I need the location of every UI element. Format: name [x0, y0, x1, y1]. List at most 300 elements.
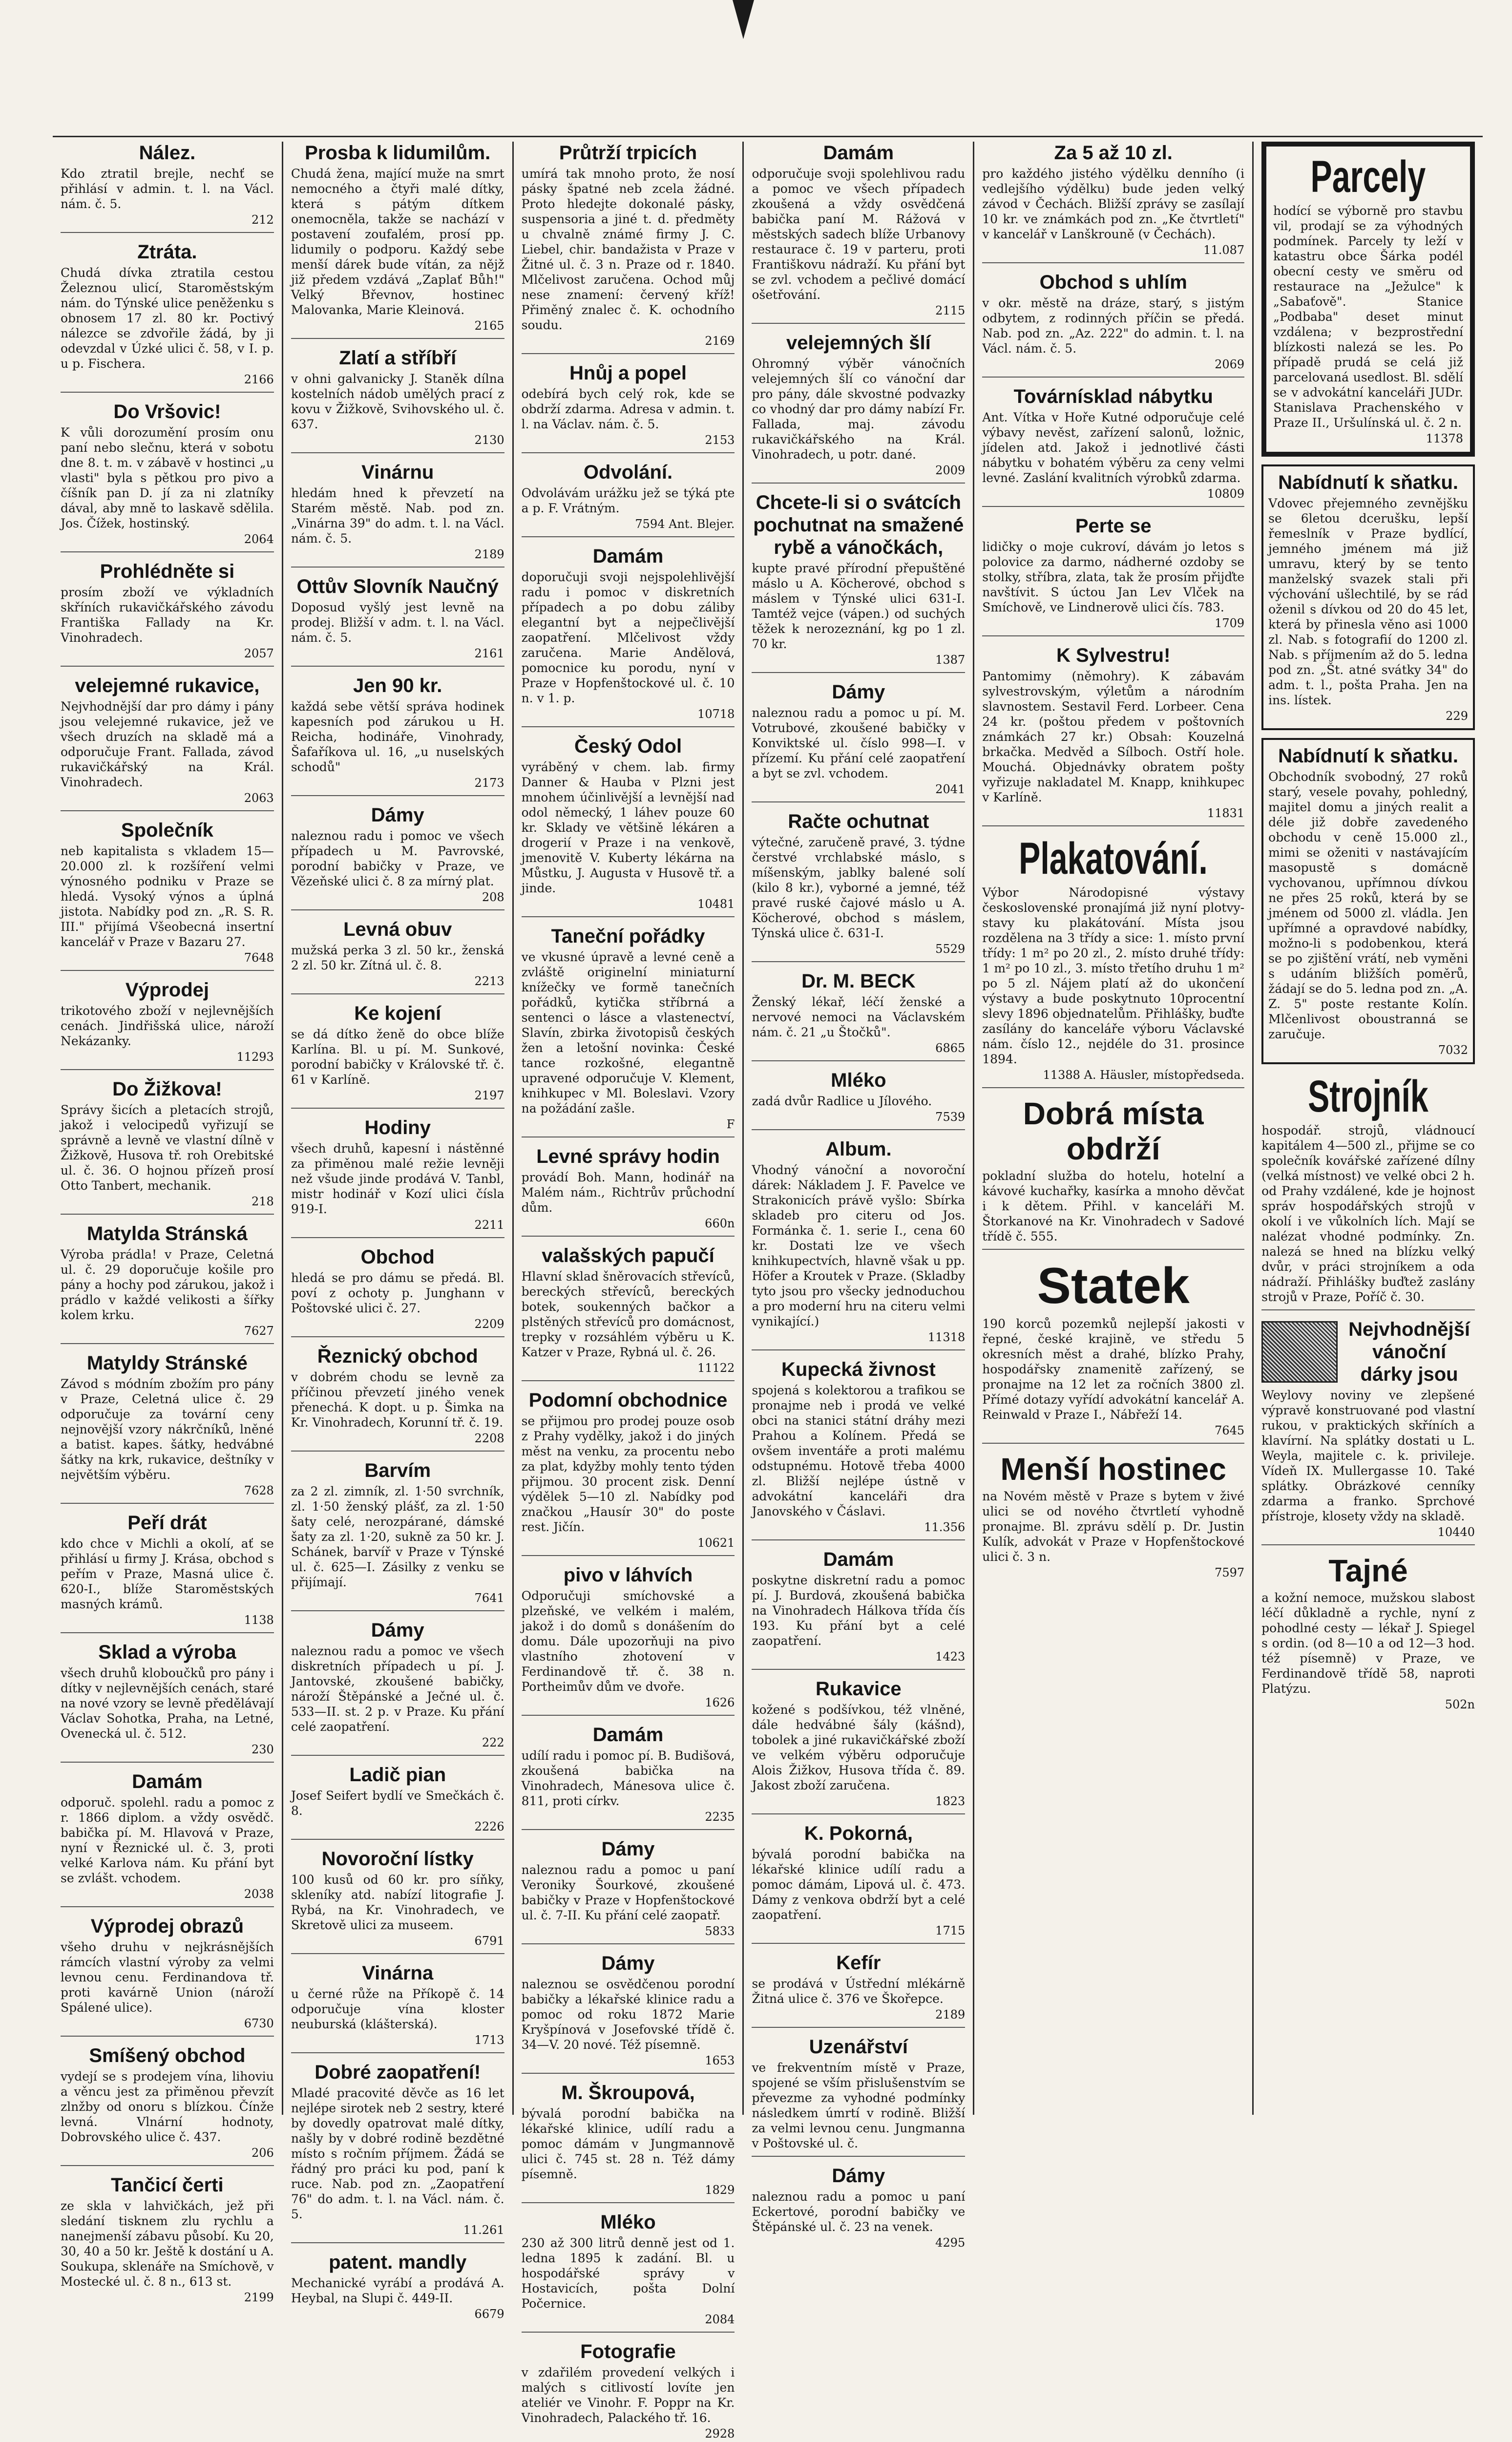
- classified-ad: [61, 400, 274, 552]
- ad-body: umírá tak mnoho proto, že nosí pásky špatné neb zcela žádné. Proto hledejte dokonalé pásky, suspensoria a jiné t. d. předměty u chvalně známé firmy J. C. Liebel, chir. bandažista v Praze v Žitné ul. č. 3 n. Praze od r. 1840. Mlčelivost zaručena. Ochod můj nese znamení: červený kříž! Přiměný znalec č. K. ochodního soudu.: [521, 167, 735, 332]
- ad-number: 2189: [935, 2008, 966, 2021]
- classified-ad: [522, 2082, 735, 2203]
- classified-ad: [752, 1548, 965, 1670]
- ad-body: naleznou radu a pomoc u pí. M. Votrubové, zkoušené babičky v Konviktské ul. číslo 998—I. v přízemí. Ku přání celé zaopatření a byt se zvl. vchodem.: [752, 706, 966, 780]
- ad-body: pokladní služba do hotelu, hotelní a kávové kuchařky, kasírka a mnoho děvčat i k dětem. Přihl. v kanceláři M. Štorkanové na Kr. Vinohradech v Sadové třídě č. 555.: [982, 1169, 1245, 1243]
- ad-headline: Obchod: [360, 1246, 435, 1268]
- column-6: [1254, 142, 1483, 2115]
- ad-headline: Mléko: [831, 1070, 886, 1091]
- classified-ad: [522, 142, 735, 354]
- classified-ad: [291, 1246, 504, 1337]
- classified-ad: [522, 2340, 735, 2442]
- classified-ad: [752, 332, 965, 484]
- page-top-marks: [0, 0, 1512, 59]
- ad-headline: Ke kojení: [354, 1003, 441, 1024]
- ad-headline: Taneční pořádky: [551, 926, 705, 947]
- ad-headline: Hodiny: [364, 1117, 431, 1138]
- ad-headline: Matylda Stránská: [86, 1223, 248, 1244]
- ad-number: 212: [252, 213, 274, 227]
- classified-ad: [291, 1345, 504, 1452]
- ad-body: provádí Boh. Mann, hodinář na Malém nám., Richtrův průchodní dům.: [521, 1170, 735, 1215]
- ad-body: se dá dítko ženě do obce blíže Karlína. Bl. u pí. M. Sunkové, porodní babičky v Královské tř. č. 61 v Karlíně.: [291, 1027, 504, 1087]
- ad-number: 1713: [474, 2033, 504, 2047]
- ad-headline: Dámy: [832, 681, 885, 703]
- ad-headline: Dr. M. BECK: [801, 970, 916, 992]
- ad-headline: Dámy: [832, 2165, 885, 2187]
- ad-body: Mechanické vyrábí a prodává A. Heybal, na Slupi č. 449-II.: [291, 2276, 504, 2305]
- classified-ad: [522, 362, 735, 453]
- ad-body: každá sebe větší správa hodinek kapesních pod zárukou u H. Reicha, hodináře, Vinohrady, Šafaříkova ul. 16, „u nuselských schodů": [291, 699, 504, 774]
- ad-headline: Vinárna: [362, 1962, 434, 1984]
- ad-body: bývalá porodní babička na lékařské klinice udílí radu a pomoc dámám, Lipová ul. č. 473. Dámy z venkova obdrží byt a celé zaopatření.: [752, 1847, 966, 1922]
- ad-number: 2041: [935, 782, 966, 796]
- ad-number: 6791: [474, 1934, 504, 1948]
- ad-body: Chudá dívka ztratila cestou Železnou ulicí, Staroměstským nám. do Týnské ulice peněženku s obnosem 17 zl. 80 kr. Poctivý nálezce se zdvořile žádá, by ji odevzdal v Úzké ulici č. 58, v I. p. u p. Fischera.: [61, 266, 274, 371]
- classified-ad: [982, 1096, 1244, 1250]
- classified-ad: [752, 1138, 965, 1350]
- classified-ad: [982, 1452, 1244, 1585]
- ad-number: 2161: [474, 647, 504, 660]
- ad-body: Kdo ztratil brejle, nechť se přihlásí v admin. t. l. na Václ. nám. č. 5.: [61, 167, 274, 211]
- ad-body: v okr. městě na dráze, starý, s jistým odbytem, z rodinných příčin se předá. Nab. pod zn. „Az. 222" do admin. t. l. na Václ. nám. č. 5.: [982, 296, 1245, 356]
- classified-ad: [61, 1512, 274, 1633]
- ad-number: 6865: [935, 1041, 966, 1055]
- classified-ad: [61, 674, 274, 811]
- column-1: [53, 142, 283, 2304]
- ad-number: 2928: [705, 2427, 735, 2441]
- ad-number: 11388 A. Häusler, místopředseda.: [1043, 1068, 1245, 1082]
- ad-headline: Plakatování.: [1019, 834, 1208, 884]
- ad-number: 5529: [935, 942, 966, 956]
- ad-body: výtečné, zaručeně pravé, 3. týdne čerstvé vrchlabské máslo, s míšenským, jablky balené solí (kilo 8 kr.), vyborné a jemné, též pravé ruské čajové máslo u A. Köcherové, obchod s máslem, Týnská ulice č. 631-I.: [752, 835, 966, 940]
- classified-ad: [752, 491, 965, 673]
- classified-ad: [291, 918, 504, 994]
- ad-headline: Do Vršovic!: [113, 401, 221, 422]
- ad-number: 6679: [474, 2307, 504, 2321]
- ad-headline: Nález.: [139, 142, 196, 164]
- ad-number: 7627: [244, 1324, 274, 1338]
- ad-headline: Peří drát: [127, 1512, 207, 1534]
- ad-body: Pantomimy (němohry). K zábavám sylvestrovským, výletům a národním slavnostem. Sestavil Ferd. Lorbeer. Cena 24 kr. (poštou předem v poštovních známkách 27 kr.) Obsah: Kouzelná brkačka. Medvěd a Sílboch. Ostří hole. Mouchá. Objednávky obratem pošty vyřizuje nakladatel M. Knapp, knihkupec v Karlíně.: [982, 669, 1245, 804]
- ad-number: 218: [252, 1195, 274, 1208]
- ad-number: 222: [482, 1736, 504, 1749]
- ad-number: 10481: [697, 897, 735, 911]
- top-rule: [53, 136, 1483, 137]
- ad-body: odporučuje svoji spolehlivou radu a pomoc ve všech případech zkoušená a vždy osvědčená babička paní M. Rážová v městských sadech blíže Urbanovy restaurace č. 19 v parteru, proti Františkovu nádraží. Ku přání byt se zvl. vchodem a pečlivé domácí ošetřování.: [752, 167, 966, 302]
- classified-ad: [982, 385, 1244, 507]
- ad-number: 2197: [474, 1089, 504, 1102]
- classified-ad: [752, 1952, 965, 2028]
- ad-headline: Obchod s uhlím: [1039, 272, 1187, 293]
- ad-number: 11378: [1426, 432, 1463, 445]
- classified-ad: [291, 2251, 504, 2326]
- ad-headline: Nejvhodnější vánoční dárky jsou: [1348, 1319, 1470, 1385]
- classified-ad: [291, 575, 504, 667]
- ad-number: 2213: [474, 974, 504, 988]
- classified-ad: [752, 1822, 965, 1944]
- ad-body: hodící se výborně pro stavbu vil, prodají se za výhodných podmínek. Parcely ty leží v katastru obce Šárka podél obecní cesty ve směru od restaurace na „Ježulce" k „Sabaťově". Stanice „Podbaba" deset minut vzdálena; v bezprostřední blízkosti nalezá se les. Po případě prudá se celá již parcelovaná usedlost. Bl. sdělí se v advokátní kanceláři JUDr. Stanislava Prachenského v Praze II., Uršulínská ul. č. 2 n.: [1273, 204, 1463, 430]
- ad-number: F: [726, 1117, 735, 1131]
- classified-ad: [522, 1952, 735, 2074]
- classified-ad: [291, 2061, 504, 2243]
- classified-ad: [61, 1078, 274, 1215]
- ad-headline: Zlatí a stříbří: [339, 347, 457, 369]
- ad-body: doporučuji svoji nejspolehlivější radu i pomoc v diskretních případech a po dobu záliby elegantní byt a nejpečlivější zaopatření. Mlčelivost vždy zaručena. Marie Andělová, pomocnice ku porodu, nyní v Praze v Hopfenštockové ul. č. 10 n. v 1. p.: [521, 570, 735, 705]
- ad-number: 7594 Ant. Blejer.: [635, 517, 735, 531]
- ad-body: Doposud vyšlý jest levně na prodej. Bližší v adm. t. l. na Václ. nám. č. 5.: [291, 600, 504, 645]
- ad-headline: Továrnísklad nábytku: [1013, 386, 1213, 407]
- ad-number: 2084: [705, 2313, 735, 2326]
- ad-headline: Vinárnu: [361, 462, 434, 483]
- classified-ad: [982, 271, 1244, 378]
- ad-headline: patent. mandly: [329, 2252, 467, 2273]
- ad-body: naleznou radu a pomoc u paní Eckertové, porodní babičky ve Štěpánské ul. č. 23 na venek.: [752, 2189, 966, 2234]
- ad-body: prosím zboží ve výkladních skříních rukavičkářského závodu Františka Fallady na Kr. Vinohradech.: [61, 585, 274, 645]
- ad-headline: Damám: [132, 1771, 203, 1792]
- ad-headline: Strojník: [1308, 1072, 1428, 1121]
- classified-ad: [752, 970, 965, 1061]
- classified-ad: [61, 979, 274, 1070]
- ad-number: 1138: [244, 1613, 274, 1627]
- ad-headline: Ztráta.: [137, 241, 197, 263]
- crop-mark: [733, 0, 754, 39]
- ad-body: naleznou radu a pomoc u paní Veroniky Šourkové, zkoušené babičky v Praze v Hopfenštockové ul. č. 7-II. Ku přání celé zaopatř.: [521, 1863, 735, 1922]
- classified-ad: [522, 2211, 735, 2333]
- classified-ad: [291, 142, 504, 339]
- ad-headline: Průtrží trpicích: [559, 142, 697, 164]
- classified-ad: [752, 1358, 965, 1540]
- classified-ad: [291, 1848, 504, 1954]
- ad-body: odebírá bych celý rok, kde se obdrží zdarma. Adresa v admin. t. l. na Václav. nám. č. 5.: [521, 387, 735, 431]
- ad-number: 206: [252, 2146, 274, 2160]
- classified-ad: [1261, 1553, 1475, 1717]
- classified-ad: [61, 1222, 274, 1344]
- ad-headline: Do Žižkova!: [112, 1078, 222, 1100]
- ad-headline: Tančicí čerti: [111, 2174, 224, 2196]
- ad-number: 2038: [244, 1887, 274, 1901]
- ad-number: 2009: [935, 463, 966, 477]
- classified-ad: [1261, 142, 1475, 457]
- ad-body: Odporučuji smíchovské a plzeňské, ve velkém i malém, jakož i do domů s donášením do domu. Dále upozorňuji na pivo vlastního zhotovení v Ferdinandově tř. č. 38 n. Portheimův dům ve dvoře.: [521, 1589, 735, 1694]
- classified-ad: [522, 925, 735, 1137]
- ad-number: 2169: [705, 334, 735, 348]
- ad-body: všech druhů kloboučků pro pány i dítky v nejlevnějších cenách, staré na nové vzory se levně předělávají Václav Sohotka, Praha, na Letné, Ovenecká ul. č. 512.: [61, 1666, 274, 1741]
- ad-headline: Rukavice: [816, 1678, 902, 1700]
- ad-headline: Kefír: [836, 1952, 881, 1974]
- ad-body: naleznou se osvědčenou porodní babičky a lékařské klinice radu a pomoc od roku 1872 Marie Kryšpínová v Josefovské třídě č. 34—V. 20 nové. Též písemně.: [521, 1977, 735, 2052]
- ad-number: 1387: [935, 653, 966, 667]
- ad-headline: Uzenářství: [809, 2036, 908, 2058]
- ad-headline: Damám: [823, 142, 894, 164]
- ad-body: na Novém městě v Praze s bytem v živé ulici se od nového čtvrtletí vyhodně pronajme. Bl. zprávu sdělí p. Dr. Justin Kulík, advokát v Praze v Hopfenštockové ulici č. 3 n.: [982, 1489, 1245, 1564]
- ad-number: 1626: [705, 1696, 735, 1709]
- ad-number: 4295: [935, 2236, 966, 2250]
- ad-number: 2226: [474, 1820, 504, 1833]
- ad-columns: [53, 142, 1483, 2441]
- ad-headline: Fotografie: [580, 2341, 676, 2362]
- ad-body: Mladé pracovité děvče as 16 let nejlépe sirotek neb 2 sestry, které by dovedly opatrovat malé dítky, našly by v dobré rodině bezdětné místo s ročním příjmem. Žádá se řádný pro práci ku pod, paní k ruce. Nab. pod zn. „Zaopatření 76" do adm. t. l. na Václ. nám. č. 5.: [291, 2086, 504, 2221]
- engraving-image: [1261, 1321, 1338, 1383]
- ad-number: 1709: [1215, 616, 1245, 630]
- ad-body: u černé růže na Příkopě č. 14 odporučuje vína kloster neuburská (klášterská).: [291, 1987, 504, 2031]
- ad-body: Chudá žena, mající muže na smrt nemocného a čtyři malé dítky, která s pátým dítkem onemocněla, takže se nachází v postavení zoufalém, prosí pp. lidumily o podporu. Každý sebe menší dárek bude vítán, za nějž již předem vzdává „Zaplať Bůh!" Velký Břevnov, hostinec Malovanka, Marie Kleinová.: [291, 167, 504, 317]
- classified-ad: [61, 1352, 274, 1504]
- ad-body: Závod s módním zbožím pro pány v Praze, Celetná ulice č. 29 odporučuje za tovární ceny nejnovější vzory nákrčníků, lněné a batist. kapes. šátky, hedvábné šátky na krk, rukavice, deštníky v největším výběru.: [61, 1377, 274, 1482]
- ad-body: Výbor Národopisné výstavy československé pronajímá již nyní plotvy-stavy ku plakátování. Místa jsou rozdělena na 3 třídy a sice: 1. místo první třídy: 1 m² po 20 zl., 2. místo druhé třídy: 1 m² po 10 zl., 3. místo třetího druhu 1 m² po 5 zl. Nájem platí až do ukončení výstavy a bude poskytnuto 10procentní slevy 1896 objednatelům. Přihlášky, buďte zasílány do kanceláře výboru Václavské nám. číslo 12., nejdéle do 31. prosince 1894.: [982, 885, 1245, 1066]
- ad-body: ve frekventním místě v Praze, spojené se vším přislušenstvím se převezme za vyhodné podmínky následkem úmrtí v rodině. Bližší za velmi levnou cenu. Jungmanna v Poštovské ul. č.: [752, 2061, 966, 2150]
- ad-headline: Levná obuv: [343, 919, 452, 940]
- ad-headline: Tajné: [1328, 1553, 1408, 1588]
- ad-headline: K Sylvestru!: [1056, 645, 1171, 666]
- ad-body: zadá dvůr Radlice u Jílového.: [752, 1094, 932, 1108]
- ad-headline: Album.: [825, 1138, 892, 1160]
- ad-headline: Kupecká živnost: [781, 1359, 936, 1380]
- ad-number: 7641: [474, 1591, 504, 1605]
- classified-ad: [752, 810, 965, 962]
- ad-body: naleznou radu a pomoc ve všech diskretních případech u pí. J. Jantovské, zkoušené babičky, nároží Štěpánské a Ječné ul. č. 533—II. st. 2 p. v Praze. Ku přání celé zaopatření.: [291, 1644, 504, 1734]
- ad-body: odporuč. spolehl. radu a pomoc z r. 1866 diplom. a vždy osvědč. babička pí. M. Hlavová v Praze, nyní v Řeznické ul. č. 3, proti velké Karlova nám. Ku přání byt se zvlášt. vchodem.: [61, 1795, 274, 1885]
- ad-body: neb kapitalista s vkladem 15—20.000 zl. k rozšíření velmi výnosného podniku v Praze se hledá. Vysoký výnos a úplná jistota. Nabídky pod zn. „R. S. R. III." přijímá Všeobecná insertní kancelář v Praze v Bazaru 27.: [61, 844, 274, 949]
- ad-number: 2115: [935, 304, 966, 317]
- ad-number: 2208: [474, 1432, 504, 1445]
- ad-number: 10440: [1437, 1525, 1475, 1539]
- column-4: [744, 142, 974, 2250]
- ad-number: 2069: [1215, 358, 1245, 371]
- ad-headline: K. Pokorná,: [804, 1823, 913, 1844]
- classified-ad: [522, 1389, 735, 1556]
- column-3: [514, 142, 744, 2441]
- ad-headline: Nabídnutí k sňatku.: [1278, 745, 1459, 767]
- ad-number: 11831: [1207, 806, 1245, 820]
- ad-body: hledá se pro dámu se předá. Bl. poví z ochoty p. Junghann v Poštovské ulici č. 27.: [291, 1271, 504, 1315]
- ad-body: naleznou radu i pomoc ve všech případech u M. Pavrovské, porodní babičky v Praze, ve Vězeňské ulici č. 8 za mírný plat.: [291, 829, 504, 888]
- ad-number: 1423: [935, 1650, 966, 1663]
- ad-headline: Dámy: [601, 1953, 655, 1974]
- ad-body: mužská perka 3 zl. 50 kr., ženská 2 zl. 50 kr. Zítná ul. č. 8.: [291, 943, 504, 972]
- classified-ad: [522, 1724, 735, 1830]
- ad-number: 230: [252, 1743, 274, 1756]
- ad-number: 1823: [935, 1794, 966, 1808]
- classified-ad: [61, 2044, 274, 2166]
- classified-ad: [61, 560, 274, 667]
- classified-ad: [982, 834, 1244, 1088]
- classified-ad: [291, 674, 504, 796]
- ad-number: 11293: [236, 1050, 274, 1064]
- ad-headline: velejemných šlí: [786, 332, 931, 354]
- ad-body: ve vkusné úpravě a levné ceně a zvláště originelní miniaturní knížečky ve formě tanečních pořádků, kytička stříbrná a sentenci o lásce a vlastenectví, Slavín, zbirka životopisů českých žen a letošní novinka: České tance rozkošné, elegantně upravené odporučuje V. Klement, knihkupec v Ml. Boleslavi. Vzory na požádání zašle.: [521, 950, 735, 1116]
- classified-ad: [752, 142, 965, 324]
- ad-body: 230 až 300 litrů denně jest od 1. ledna 1895 k zadání. Bl. u hospodářské správy v Hostavicích, pošta Dolní Počernice.: [521, 2236, 735, 2311]
- ad-body: kupte pravé přírodní přepuštěné máslo u A. Köcherové, obchod s máslem v Týnské ulici 631-I. Tamtéž vejce (vápen.) od suchých těžek k nerozeznání, kg po 1 zl. 70 kr.: [752, 561, 966, 651]
- ad-number: 2063: [244, 791, 274, 805]
- ad-number: 2166: [244, 373, 274, 386]
- classified-ad: [61, 1915, 274, 2037]
- ad-headline: Hnůj a popel: [569, 362, 687, 384]
- ad-body: trikotového zboží v nejlevnějších cenách. Jindřišská ulice, nároží Nekázanky.: [61, 1004, 274, 1048]
- ad-headline: Dámy: [371, 1620, 424, 1641]
- ad-headline: Dámy: [601, 1838, 655, 1860]
- ad-headline: Mléko: [600, 2211, 656, 2233]
- ad-body: udílí radu i pomoc pí. B. Budišová, zkoušená babička na Vinohradech, Mánesova ulice č. 811, proti církv.: [521, 1748, 735, 1808]
- ad-body: se prodává v Ústřední mlékárně Žitná ulice č. 376 ve Škořepce.: [752, 1977, 966, 2006]
- ad-headline: valašských papučí: [542, 1245, 714, 1266]
- ad-headline: Novoroční lístky: [321, 1848, 474, 1870]
- column-2: [283, 142, 514, 2321]
- classified-ad: [291, 1619, 504, 1756]
- classified-ad: [1261, 1072, 1475, 1310]
- ad-body: spojená s kolektorou a trafikou se pronajme neb i prodá ve velké obci na stanici státní dráhy mezi Prahou a Kolínem. Předá se ovšem inventáře a proti malému odstupnému. Hotově třeba 4000 zl. Bližší nejlépe ústně v advokátní kanceláři dra Janovského v Čáslavi.: [752, 1383, 966, 1518]
- ad-number: 11318: [927, 1330, 966, 1344]
- ad-number: 2064: [244, 532, 274, 546]
- ad-headline: Statek: [1037, 1258, 1190, 1314]
- ad-headline: velejemné rukavice,: [75, 675, 260, 696]
- ad-number: 1829: [705, 2183, 735, 2197]
- classified-ad: [291, 1459, 504, 1611]
- classified-ad: [752, 1069, 965, 1130]
- column-5: [974, 142, 1254, 2115]
- ad-headline: Damám: [592, 1724, 664, 1746]
- ad-headline: Dámy: [371, 804, 424, 826]
- ad-number: 2153: [705, 433, 735, 447]
- ad-headline: Prohlédněte si: [100, 561, 235, 582]
- ad-headline: Ottův Slovník Naučný: [296, 576, 499, 597]
- ad-number: 660n: [705, 1217, 735, 1230]
- ad-body: Obchodník svobodný, 27 roků starý, vesele povahy, pohledný, majitel domu a jiných realit a déle již dobře zavedeného obchodu v ceně 15.000 zl., mimi se oženiti v nastávajícím masopustě s domácně vychovanou, upřímnou dívkou ne přes 25 roků, která by se jménem od 5000 zl. vládla. Jen upřímné a opravdové nabídky, možno-li s podobenkou, která se po zjištění vrátí, neb vyměni s udáním bližších poměrů, žádají se do 5. ledna pod zn. „A. Z. 5" poste restante Kolín. Mlčenlivost oboustranná se zaručuje.: [1268, 770, 1468, 1041]
- ad-headline: Odvolání.: [583, 462, 673, 483]
- ad-headline: Český Odol: [574, 736, 682, 757]
- ad-body: se přijmou pro prodej pouze osob z Prahy vydělky, jakož i do jiných měst na venku, za procentu nebo za plat, kdyžby mohly tento týden přijmou. 30 procent zisk. Denní výdělek 5—10 zl. Nabídky pod značkou „Hausír 30" do poste rest. Jičín.: [521, 1414, 735, 1534]
- ad-body: lidičky o moje cukroví, dávám jo letos s polovice za darmo, nádherné ozdoby se stolky, stříbra, zlata, tak že prosím přijďte navštívit. S úctou Jan Lev Vlček na Smíchově, ve Lindnerově ulici čís. 783.: [982, 540, 1245, 614]
- ad-headline: Barvím: [364, 1460, 431, 1481]
- ad-number: 10718: [697, 707, 735, 721]
- ad-body: hledám hned k převzetí na Starém městě. Nab. pod zn. „Vinárna 39" do adm. t. l. na Václ. nám. č. 5.: [291, 486, 504, 546]
- classified-ad: [1261, 1318, 1475, 1545]
- classified-ad: [291, 1002, 504, 1109]
- classified-ad: [752, 681, 965, 802]
- ad-body: pro každého jistého výdělku denního (i vedlejšího výdělku) bude jeden velký závod v Čechách. Bližší zprávy se zasílají 10 kr. ve známkách pod zn. „Ke čtvrtletí" v kancelář v Lanškrouně (v Čechách).: [982, 167, 1245, 241]
- ad-headline: Nabídnutí k sňatku.: [1278, 472, 1459, 493]
- ad-number: 229: [1446, 709, 1468, 723]
- ad-body: Ant. Vítka v Hoře Kutné odporučuje celé výbavy nevěst, zařízení salonů, ložnic, jídelen atd. Jakož i jednotlivé části nábytku v bohatém výběru za ceny velmi levné. Zaslání kvalitních výrobků zdarma.: [982, 410, 1245, 485]
- classified-ad: [61, 1641, 274, 1763]
- ad-number: 2165: [474, 319, 504, 333]
- classified-ad: [291, 1962, 504, 2053]
- ad-body: Ženský lékař, léčí ženské a nervové nemoci na Václavském nám. č. 21 „u Štočků".: [752, 995, 966, 1039]
- classified-ad: [291, 1116, 504, 1238]
- ad-headline: Levné správy hodin: [536, 1146, 720, 1167]
- ad-headline: Račte ochutnat: [788, 811, 929, 832]
- ad-body: v zdařilém provedení velkých i malých s citlivostí lovíte jen ateliér ve Vinohr. F. Poppr na Kr. Vinohradech, Palackého tř. 16.: [521, 2365, 735, 2425]
- classified-ad: [752, 2165, 965, 2255]
- classified-ad: [522, 1564, 735, 1716]
- ad-number: 2173: [474, 776, 504, 790]
- ad-body: Nejvhodnější dar pro dámy i pány jsou velejemné rukavice, jež ve všech druzích na skladě má a odporučuje Frant. Fallada, závod rukavičkářský na Král. Vinohradech.: [61, 699, 274, 789]
- classified-ad: [522, 735, 735, 917]
- classified-ad: [61, 142, 274, 233]
- ad-body: v dobrém chodu se levně za příčinou převzetí jiného venek přenechá. K dopt. u p. Šimka na Kr. Vinohradech, Korunní tř. č. 19.: [291, 1370, 504, 1430]
- ad-number: 7032: [1438, 1043, 1468, 1057]
- ad-body: K vůli dorozumění prosím onu paní nebo slečnu, která v sobotu dne 8. t. m. v zábavě v hostinci „u vlasti" byla s pětkou pro pivo a číšník pan D. jí za ni zlatníky dával, aby mně to laskavě sdělila. Jos. Čížek, hostinský.: [61, 425, 274, 530]
- ad-headline: Smíšený obchod: [89, 2045, 246, 2066]
- ad-headline: Parcely: [1310, 152, 1426, 202]
- ad-body: vyráběný v chem. lab. firmy Danner & Hauba v Plzni jest mnohem účinlivější a levnější nad odol německý, 1 láhev pouze 60 kr. Sklady ve většině lékáren a drogerií v Praze i na venkově, jmenovitě V. Kuberty lékárna na Můstku, J. Augusta v Husově tř. a jinde.: [521, 760, 735, 895]
- ad-body: hospodář. strojů, vládnoucí kapitálem 4—500 zl., přijme se co společník kovářské zařízené dílny (velká místnost) ve velké obci 2 h. od Prahy vzdálené, kde je hojnost správ hospodářských strojů v okolí i ve vůkolních lích. Mají se nalézat vhodné podmínky. Zn. nalezá se hned na blízku velký dvůr, v práci strojníkem a oda nádraží. Přihlášky buďtež zaslány strojů v Praze, Poříč č. 30.: [1261, 1123, 1475, 1304]
- ad-number: 2057: [244, 647, 274, 660]
- ad-number: 1715: [935, 1924, 966, 1937]
- ad-number: 10809: [1207, 487, 1245, 501]
- ad-headline: M. Škroupová,: [561, 2082, 695, 2104]
- ad-body: Ohromný výběr vánočních velejemných šlí co vánoční dar pro pány, dále skvostné podvazky co vhodný dar pro dámy nabízí Fr. Fallada, maj. závodu rukavičkářského na Král. Vinohradech, u potr. dané.: [752, 357, 966, 462]
- ad-number: 208: [482, 890, 504, 904]
- classified-ad: [982, 1258, 1244, 1444]
- classified-ad: [61, 241, 274, 393]
- ad-headline: Společník: [121, 820, 213, 841]
- ad-number: 11122: [697, 1361, 735, 1375]
- classified-ad: [291, 804, 504, 910]
- ad-number: 2130: [474, 433, 504, 447]
- ad-headline: Prosba k lidumilům.: [305, 142, 491, 164]
- classified-ad: [61, 2174, 274, 2310]
- classified-ad: [291, 347, 504, 453]
- classified-ad: [522, 1838, 735, 1944]
- ad-number: 1653: [705, 2054, 735, 2067]
- ad-number: 2235: [705, 1810, 735, 1824]
- classified-ad: [1261, 464, 1475, 730]
- classified-ad: [522, 461, 735, 537]
- ad-body: Hlavní sklad šněrovacích střevíců, bereckých střevíců, bereckých botek, soukenných bačkor a plstěných střevíců pro domácnost, trepky v rozsáhlém výběru u K. Katzer v Praze, Rybná ul. č. 26.: [521, 1269, 735, 1359]
- classified-ad: [291, 1764, 504, 1840]
- ad-body: Výroba prádla! v Praze, Celetná ul. č. 29 doporučuje košile pro pány a hochy pod zárukou, jakož i prádlo v každé velikosti a šířky kolem krku.: [61, 1247, 274, 1322]
- ad-number: 5833: [705, 1924, 735, 1938]
- ad-body: za 2 zl. zimník, zl. 1·50 svrchník, zl. 1·50 ženský plášť, za zl. 1·50 šaty celé, nerozpárané, dámské šaty za zl. 1·20, sukně za 50 kr. J. Schánek, barvíř v Praze v Týnské ul. č. 625—I. Zásilky z venku se přijímají.: [291, 1484, 504, 1589]
- ad-headline: Dobrá místa obdrží: [1023, 1096, 1204, 1166]
- ad-headline: Dobré zaopatření!: [315, 2062, 481, 2083]
- ad-number: 10621: [697, 1536, 735, 1550]
- ad-body: kožené s podšívkou, též vlněné, dále hedvábné šály (kášnd), tobolek a jiné rukavičkářské zboží ve velkém výběru odporučuje Alois Žižkov, Husova třída č. 89. Jakost zboží zaručena.: [752, 1703, 966, 1792]
- ad-headline: Jen 90 kr.: [353, 675, 442, 696]
- classified-ad: [61, 819, 274, 971]
- ad-number: 2189: [474, 547, 504, 561]
- ad-headline: Damám: [592, 546, 664, 567]
- ad-body: bývalá porodní babička na lékařské klinice, udílí radu a pomoc dámám v Jungmannově ulici č. 745 st. 28 n. Též dámy písemně.: [521, 2106, 735, 2181]
- classified-ad: [522, 1145, 735, 1237]
- classified-ad: [1261, 738, 1475, 1064]
- ad-headline: Menší hostinec: [1000, 1452, 1226, 1487]
- ad-body: všech druhů, kapesní i nástěnné za přiměnou malé režie levněji než všude jinde prodává V. Tanbl, mistr hodinář v Kozí ulici čísla 919-I.: [291, 1141, 504, 1216]
- classified-ad: [522, 1244, 735, 1381]
- ad-body: Vhodný vánoční a novoroční dárek: Nákladem J. F. Pavelce ve Strakonicích právě vyšlo: Sbírka skladeb pro citeru od Jos. Formánka č. 1. serie I., cena 60 kr. Dostati lze ve všech knihkupectvích, hlavně však u pp. Höfer a Kroutek v Praze. (Skladby tyto jsou pro všecky jednoduchou a pro moderní hru na citeru velmi vynikající.): [752, 1163, 966, 1328]
- ad-headline: Perte se: [1075, 515, 1152, 537]
- ad-body: vydejí se s prodejem vína, lihoviu a věncu jest za přiměnou převzít zlnžby od onoru s blízkou. Čínže levná. Vlnární hodnoty, Dobrovského ulice č. 437.: [61, 2069, 274, 2144]
- ad-body: Odvolávám urážku jež se týká pte a p. F. Vrátným.: [521, 486, 735, 515]
- ad-number: 7628: [244, 1484, 274, 1497]
- ad-number: 7645: [1215, 1424, 1245, 1437]
- ad-body: 100 kusů od 60 kr. pro síňky, skleníky atd. nabízí litografie J. Rybá, na Kr. Vinohradech, ve Skretově ulici za museem.: [291, 1873, 504, 1932]
- ad-headline: Chcete-li si o svátcích pochutnat na smažené rybě a vánočkách,: [753, 492, 964, 558]
- ad-body: 190 korců pozemků nejlepší jakosti v řepné, české krajině, ve středu 5 okresních měst a drahé, blízko Prahy, hospodářsky znamenitě zařízený, se pronajme na 12 let za ročních 3800 zl. Přímé dotazy vyřídí advokátní kancelář A. Reinwald v Praze I., Nábřeží 14.: [982, 1317, 1245, 1422]
- classified-ad: [982, 515, 1244, 636]
- ad-body: Josef Seifert bydlí ve Smečkách č. 8.: [291, 1789, 504, 1818]
- classified-ad: [752, 2036, 965, 2157]
- classified-ad: [61, 1770, 274, 1907]
- ad-headline: Za 5 až 10 zl.: [1054, 142, 1173, 164]
- ad-body: ze skla v lahvičkách, jež při sledání tisknem zlu rychlu a nanejmenší zábavu působí. Ku 20, 30, 40 a 50 kr. Ještě k dostání u A. Soukupa, sklenáře na Smíchově, v Mostecké ul. č. 8 n., 613 st.: [61, 2199, 274, 2289]
- ad-headline: Sklad a výroba: [98, 1642, 236, 1663]
- ad-body: Vdovec přejemného zevnějšku se 6letou dcerušku, lepší řemeslník v Praze bydlící, jemného jménem má již umravu, který by se tento manželský svazek stali při výchování ušlechtilé, by se rád oženil s dívkou od 20 do 45 let, která by přinesla věno asi 1000 zl. Nab. s fotografií do 1200 zl. Nab. s příjmením až do 5. ledna pod zn. „Št. atné svátky 34" do adm. t. l., pošta Praha. Jen na ins. lístek.: [1268, 496, 1468, 707]
- ad-number: 6730: [244, 2017, 274, 2030]
- ad-headline: Výprodej: [125, 979, 209, 1001]
- ad-number: 11.261: [463, 2223, 504, 2237]
